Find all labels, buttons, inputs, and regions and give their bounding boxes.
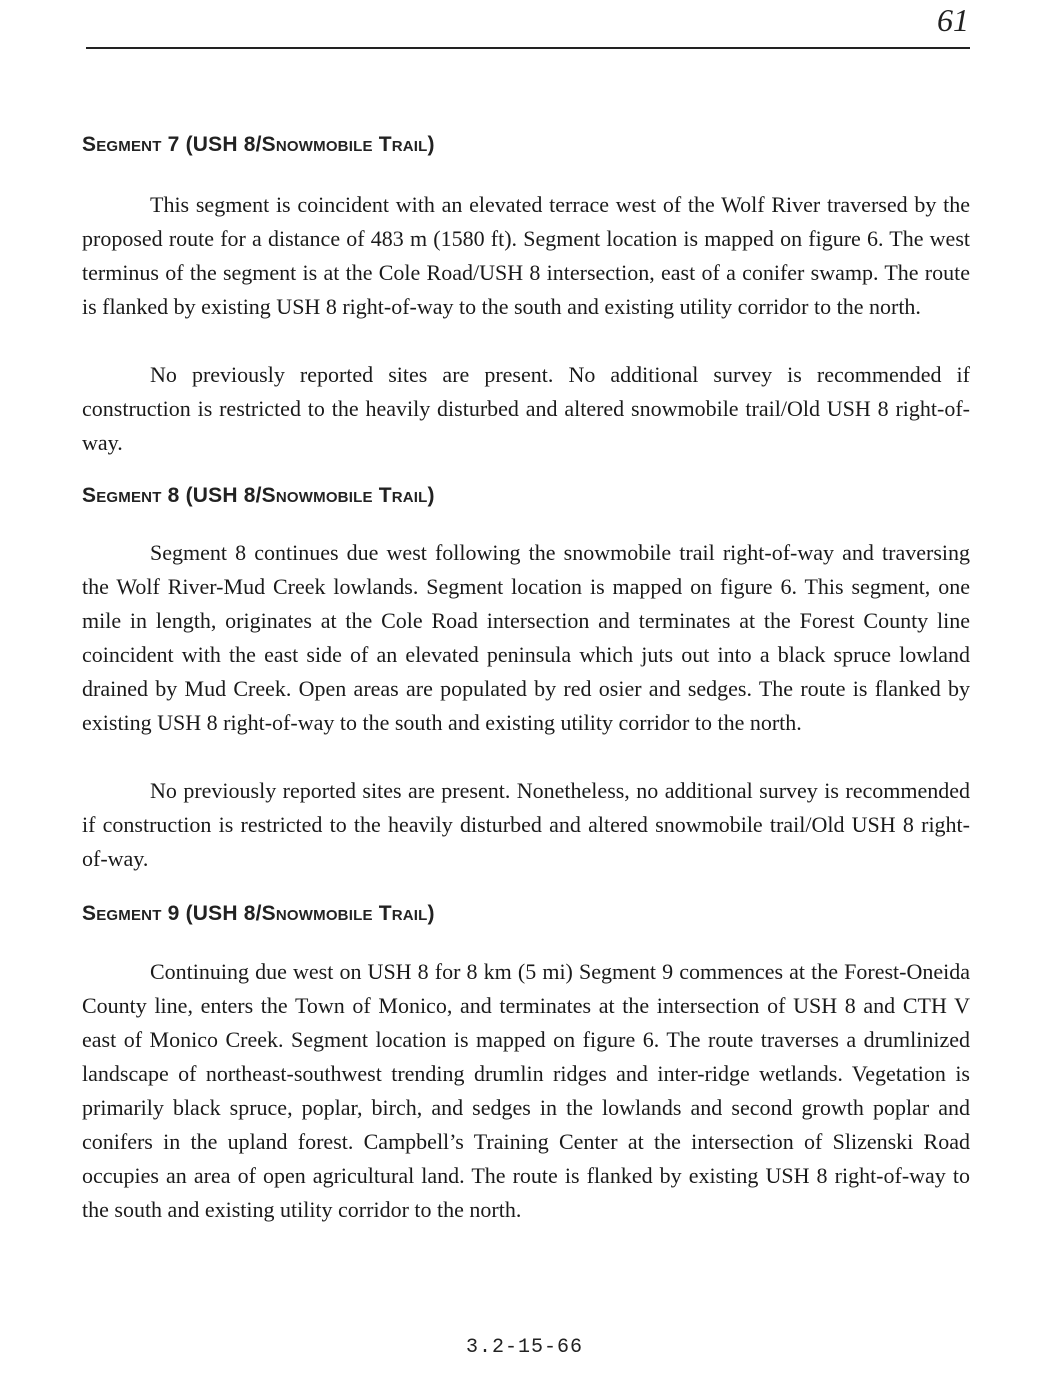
heading-route: (USH 8/ <box>185 902 262 925</box>
paragraph: This segment is coincident with an elevated terrace west of the Wolf River traversed by the proposed route for a distance of 483 m (1580 ft). Segment location is mapped on figure 6. The west terminus of the segment is at the Cole Road/USH 8 intersection, east of a conifer swamp. The route is flanked by existing USH 8 right-of-way to the south and existing utility corridor to the north. <box>82 192 970 319</box>
heading-trail-word: Snowmobile <box>261 484 373 507</box>
heading-trail-word: Snowmobile <box>261 902 373 925</box>
heading-route: (USH 8/ <box>185 484 262 507</box>
paragraph: No previously reported sites are present. Nonetheless, no additional survey is recommended if construction is restricted to the heavily disturbed and altered snowmobile trail/Old USH 8 right-of-way. <box>82 778 970 871</box>
section-heading-segment-9 <box>82 902 435 926</box>
heading-trail-end: Trail) <box>378 902 435 925</box>
paragraph: Continuing due west on USH 8 for 8 km (5 mi) Segment 9 commences at the Forest-Oneida County line, enters the Town of Monico, and terminates at the intersection of USH 8 and CTH V east of Monico Creek. Segment location is mapped on figure 6. The route traverses a drumlinized landscape of northeast-southwest trending drumlin ridges and inter-ridge wetlands. Vegetation is primarily black spruce, poplar, birch, and sedges in the lowlands and second growth poplar and conifers in the upland forest. Campbell’s Training Center at the intersection of Slizenski Road occupies an area of open agricultural land. The route is flanked by existing USH 8 right-of-way to the south and existing utility corridor to the north. <box>82 959 970 1222</box>
heading-word: Segment <box>82 484 162 507</box>
document-code: 3.2-15-66 <box>465 1336 584 1359</box>
heading-number: 7 <box>167 133 180 156</box>
heading-trail-end: Trail) <box>378 133 435 156</box>
heading-word: Segment <box>82 902 162 925</box>
heading-route: (USH 8/ <box>185 133 262 156</box>
heading-number: 8 <box>167 484 180 507</box>
header-rule <box>86 47 970 49</box>
section-heading-segment-7 <box>82 133 435 157</box>
heading-word: Segment <box>82 133 162 156</box>
paragraph: Segment 8 continues due west following the snowmobile trail right-of-way and traversing the Wolf River-Mud Creek lowlands. Segment location is mapped on figure 6. This segment, one mile in length, originates at the Cole Road intersection and terminates at the Forest County line coincident with the east side of an elevated peninsula which juts out into a black spruce lowland drained by Mud Creek. Open areas are populated by red osier and sedges. The route is flanked by existing USH 8 right-of-way to the south and existing utility corridor to the north. <box>82 540 970 735</box>
page-number: 61 <box>937 2 969 38</box>
section-heading-segment-8 <box>82 484 435 508</box>
heading-number: 9 <box>167 902 180 925</box>
paragraph: No previously reported sites are present. No additional survey is recommended if construction is restricted to the heavily disturbed and altered snowmobile trail/Old USH 8 right-of-way. <box>82 362 970 455</box>
heading-trail-word: Snowmobile <box>261 133 373 156</box>
heading-trail-end: Trail) <box>378 484 435 507</box>
